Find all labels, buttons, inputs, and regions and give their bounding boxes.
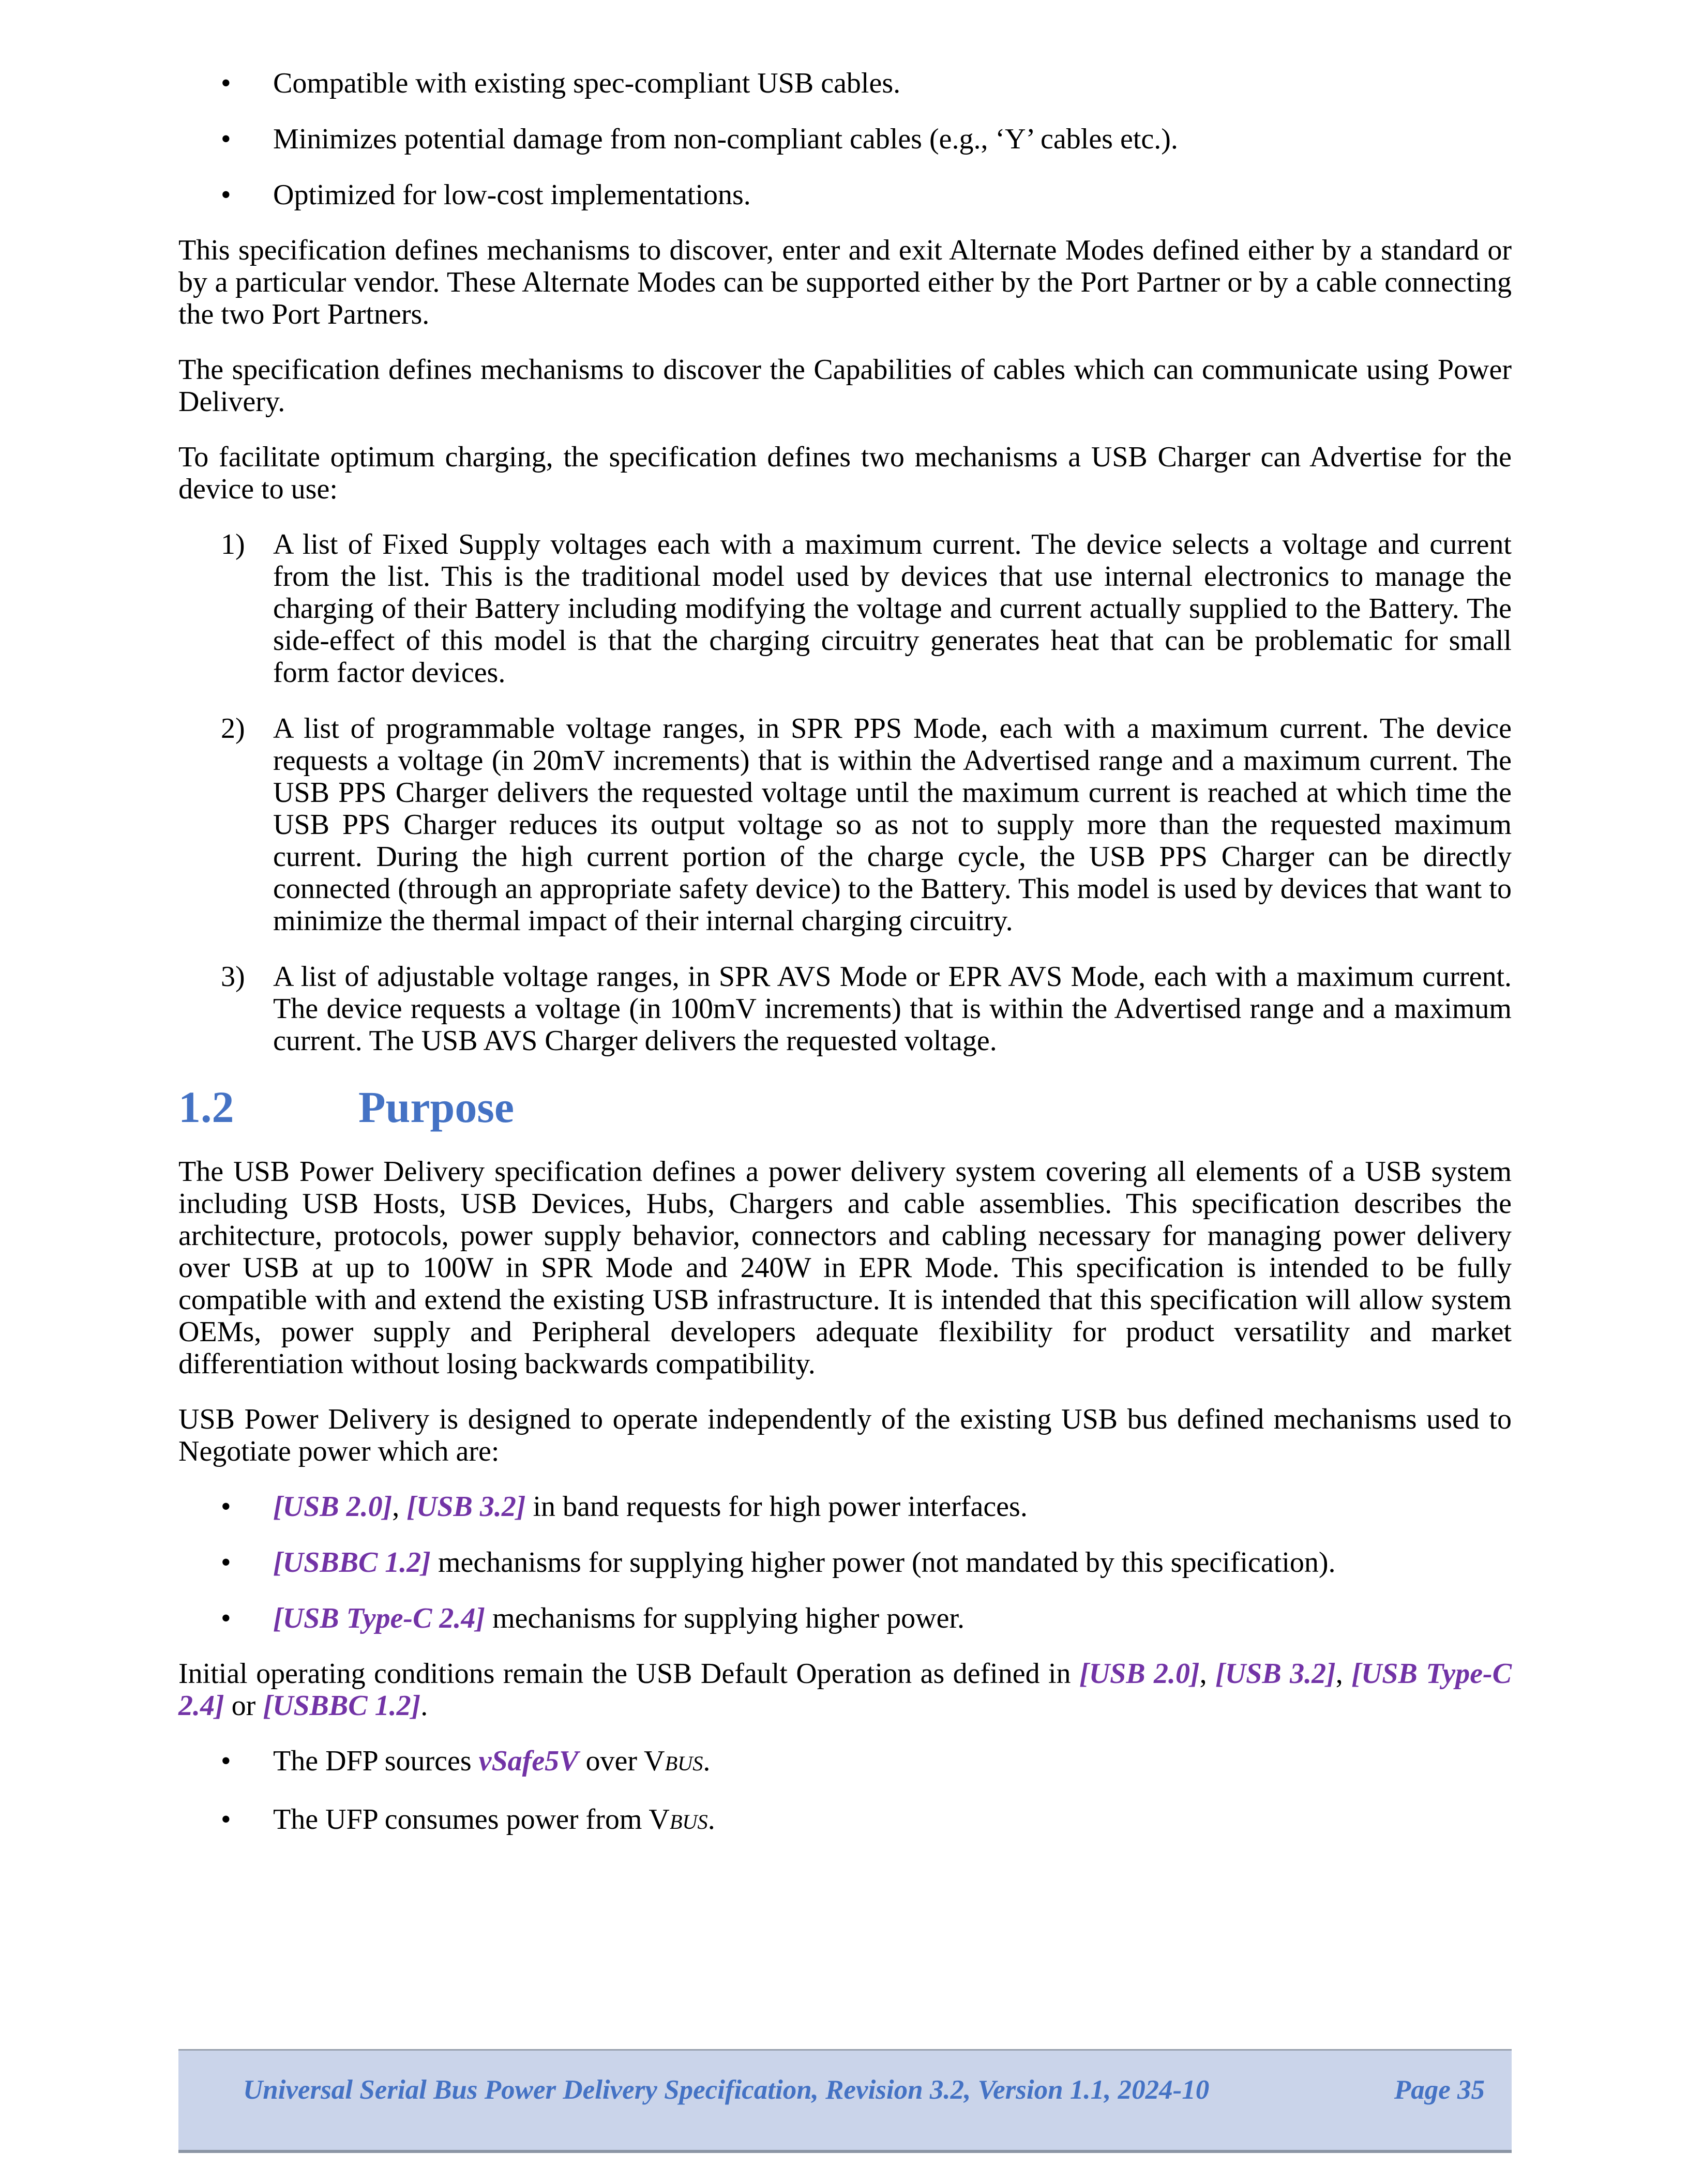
list-item-text: A list of Fixed Supply voltages each with a maximum current. The device selects a voltage and current from the list. This is the traditional model used by devices that use internal electronics to manage the charging of their Battery including modifying the voltage and current actually supplied to the Battery. The side-effect of this model is that the charging circuitry generates heat that can be problematic for small form factor devices. <box>273 528 1512 689</box>
list-item-text <box>273 1745 710 1777</box>
bullet-icon: • <box>221 123 231 155</box>
text-run-vbus: BUS <box>669 1810 708 1833</box>
bullet-icon: • <box>221 67 231 99</box>
section-title: Purpose <box>358 1082 514 1132</box>
footer-title: Universal Serial Bus Power Delivery Specification, Revision 3.2, Version 1.1, 2024-10 <box>243 2075 1210 2105</box>
bullet-icon: • <box>221 1491 231 1523</box>
text-run-vsafe: vSafe5V <box>478 1745 579 1777</box>
paragraph-charging-mechanisms: To facilitate optimum charging, the specification defines two mechanisms a USB Charger can Advertise for the device to use: <box>178 441 1512 505</box>
text-run: , <box>1199 1658 1216 1690</box>
text-run: mechanisms for supplying higher power. <box>485 1602 965 1634</box>
list-item <box>178 1491 1512 1523</box>
list-item-text: Optimized for low-cost implementations. <box>273 179 751 211</box>
text-run-ref: [USB 3.2] <box>406 1491 526 1523</box>
list-item <box>178 1602 1512 1634</box>
text-run: over V <box>578 1745 665 1777</box>
list-item <box>178 67 1512 99</box>
list-item-text <box>273 1602 964 1634</box>
list-item-text: Minimizes potential damage from non-compliant cables (e.g., ‘Y’ cables etc.). <box>273 123 1178 155</box>
text-run-ref: [USBBC 1.2] <box>263 1690 421 1722</box>
paragraph-purpose-overview: The USB Power Delivery specification defines a power delivery system covering all elements of a USB system including USB Hosts, USB Devices, Hubs, Chargers and cable assemblies. This specification describes the architecture, protocols, power supply behavior, connectors and cabling necessary for managing power delivery over USB at up to 100W in SPR Mode and 240W in EPR Mode. This specification is intended to be fully compatible with and extend the existing USB infrastructure. It is intended that this specification will allow system OEMs, power supply and Peripheral developers adequate flexibility for product versatility and market differentiation without losing backwards compatibility. <box>178 1156 1512 1380</box>
text-run: mechanisms for supplying higher power (not mandated by this specification). <box>430 1546 1336 1579</box>
text-run: , <box>1335 1658 1352 1690</box>
list-item-text <box>273 1491 1028 1523</box>
list-item <box>178 961 1512 1057</box>
text-run: , <box>392 1491 407 1523</box>
charger-advertise-list <box>178 528 1512 1057</box>
page-footer <box>178 2049 1512 2153</box>
text-run-ref: [USB Type-C 2.4] <box>178 1658 1512 1722</box>
list-item-text <box>273 1803 715 1836</box>
bullet-icon: • <box>221 1602 231 1634</box>
text-run-ref: [USB 2.0] <box>273 1491 393 1523</box>
bullet-icon: • <box>221 1546 231 1579</box>
text-run: . <box>420 1690 428 1722</box>
text-run-ref: [USB 2.0] <box>1079 1658 1200 1690</box>
list-item <box>178 1803 1512 1838</box>
number-marker: 2) <box>221 712 245 745</box>
paragraph-independent-operation: USB Power Delivery is designed to operate independently of the existing USB bus defined mechanisms used to Negotiate power which are: <box>178 1403 1512 1467</box>
text-run-vbus: BUS <box>665 1752 703 1775</box>
text-run-ref: [USB 3.2] <box>1215 1658 1336 1690</box>
bullet-icon: • <box>221 1745 231 1777</box>
text-run: in band requests for high power interfaces. <box>525 1491 1028 1523</box>
number-marker: 3) <box>221 961 245 993</box>
usb-mechanism-bullet-list <box>178 1491 1512 1634</box>
port-power-bullet-list <box>178 1745 1512 1838</box>
paragraph-initial-conditions <box>178 1658 1512 1722</box>
list-item <box>178 712 1512 937</box>
list-item <box>178 179 1512 211</box>
footer-page-number: Page 35 <box>1394 2075 1485 2105</box>
list-item <box>178 1745 1512 1780</box>
intro-bullet-list <box>178 67 1512 211</box>
paragraph-alt-modes: This specification defines mechanisms to discover, enter and exit Alternate Modes defined either by a standard or by a particular vendor. These Alternate Modes can be supported either by the Port Partner or by a cable connecting the two Port Partners. <box>178 234 1512 330</box>
text-run: . <box>707 1803 715 1836</box>
section-number: 1.2 <box>178 1082 234 1132</box>
list-item-text: A list of programmable voltage ranges, in SPR PPS Mode, each with a maximum current. The device requests a voltage (in 20mV increments) that is within the Advertised range and a maximum current. The USB PPS Charger delivers the requested voltage until the maximum current is reached at which time the USB PPS Charger reduces its output voltage so as not to supply more than the requested maximum current. During the high current portion of the charge cycle, the USB PPS Charger can be directly connected (through an appropriate safety device) to the Battery. This model is used by devices that want to minimize the thermal impact of their internal charging circuitry. <box>273 712 1512 937</box>
paragraph-cable-capabilities: The specification defines mechanisms to discover the Capabilities of cables which can communicate using Power Delivery. <box>178 354 1512 418</box>
list-item-text: Compatible with existing spec-compliant USB cables. <box>273 67 901 99</box>
text-run-ref: [USBBC 1.2] <box>273 1546 431 1579</box>
bullet-icon: • <box>221 1803 231 1836</box>
list-item <box>178 123 1512 155</box>
section-heading <box>178 1080 1512 1134</box>
text-run: The UFP consumes power from V <box>273 1803 670 1836</box>
number-marker: 1) <box>221 528 245 560</box>
list-item-text <box>273 1546 1336 1579</box>
text-run: Initial operating conditions remain the USB Default Operation as defined in <box>178 1658 1079 1690</box>
text-run: The DFP sources <box>273 1745 479 1777</box>
bullet-icon: • <box>221 179 231 211</box>
text-run: . <box>703 1745 711 1777</box>
list-item <box>178 1546 1512 1579</box>
text-run-ref: [USB Type-C 2.4] <box>273 1602 486 1634</box>
list-item <box>178 528 1512 689</box>
list-item-text: A list of adjustable voltage ranges, in SPR AVS Mode or EPR AVS Mode, each with a maximum current. The device requests a voltage (in 100mV increments) that is within the Advertised range and a maximum current. The USB AVS Charger delivers the requested voltage. <box>273 961 1512 1057</box>
text-run: or <box>224 1690 263 1722</box>
